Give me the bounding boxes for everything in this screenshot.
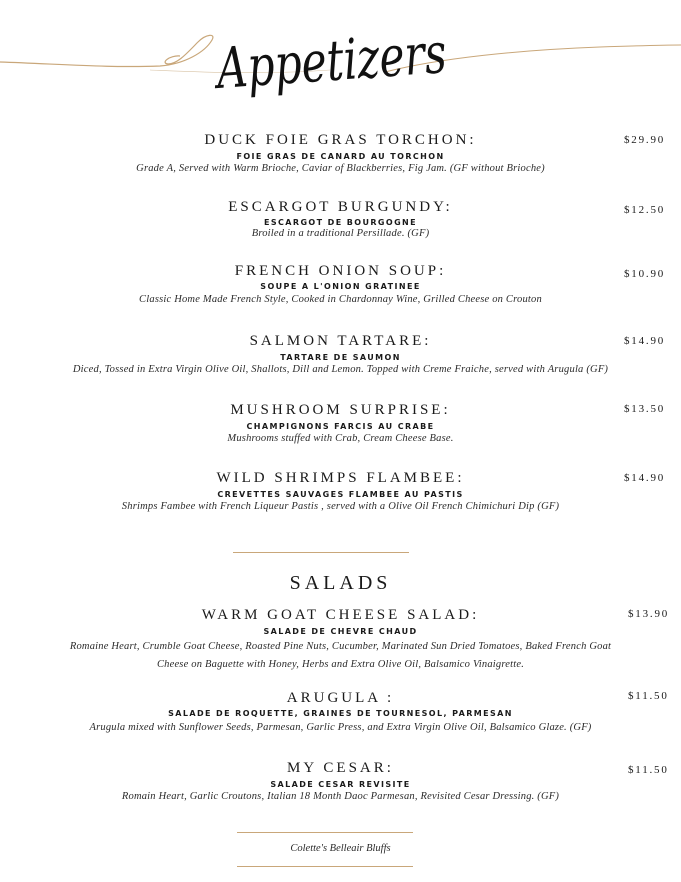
footer-restaurant-name: Colette's Belleair Bluffs [290, 843, 391, 854]
item-french-name: FOIE GRAS DE CANARD AU TORCHON [236, 152, 445, 161]
item-name: DUCK FOIE GRAS TORCHON: [204, 132, 477, 148]
footer-divider-bottom [237, 866, 413, 867]
salads-title: SALADS [289, 572, 392, 594]
item-french-name: SALADE CESAR REVISITE [270, 780, 411, 789]
footer-divider-top [237, 832, 413, 833]
item-price: $13.50 [624, 403, 666, 415]
item-name: MUSHROOM SURPRISE: [230, 402, 451, 418]
section-divider [233, 552, 409, 553]
item-name: WILD SHRIMPS FLAMBEE: [216, 470, 465, 486]
item-french-name: ESCARGOT DE BOURGOGNE [264, 218, 417, 227]
item-french-name: CHAMPIGNONS FARCIS AU CRABE [246, 422, 435, 431]
item-name: WARM GOAT CHEESE SALAD: [201, 607, 480, 623]
item-name: ESCARGOT BURGUNDY: [228, 199, 453, 215]
menu-item-duck-foie-gras [0, 132, 681, 182]
menu-item-wild-shrimps-flambee [0, 470, 681, 515]
menu-item-escargot [0, 199, 681, 244]
item-price: $11.50 [628, 690, 669, 702]
item-description: Mushrooms stuffed with Crab, Cream Cheese Base. [227, 433, 454, 444]
item-description: Broiled in a traditional Persillade. (GF) [251, 228, 430, 239]
item-price: $29.90 [624, 134, 666, 146]
menu-item-mushroom-surprise [0, 402, 681, 447]
item-description-line-1: Romaine Heart, Crumble Goat Cheese, Roasted Pine Nuts, Cucumber, Marinated Sun Dried Tomatoes, Baked French Goat [69, 641, 612, 652]
item-name: MY CESAR: [287, 760, 394, 776]
appetizers-title-text: Appetizers [214, 15, 523, 102]
item-price: $10.90 [624, 268, 666, 280]
item-french-name: SALADE DE CHEVRE CHAUD [263, 627, 418, 636]
item-description: Arugula mixed with Sunflower Seeds, Parmesan, Garlic Press, and Extra Virgin Olive Oil, Balsamico Glaze. (GF) [89, 722, 592, 733]
item-french-name: SALADE DE ROQUETTE, GRAINES DE TOURNESOL, PARMESAN [168, 709, 513, 718]
item-price: $12.50 [624, 204, 666, 216]
item-name: ARUGULA : [286, 690, 395, 706]
menu-item-warm-goat-cheese-salad [0, 607, 681, 677]
item-name: FRENCH ONION SOUP: [234, 263, 447, 279]
menu-item-salmon-tartare [0, 333, 681, 378]
menu-item-french-onion-soup [0, 263, 681, 308]
item-description: Romain Heart, Garlic Croutons, Italian 18 Month Daoc Parmesan, Revisited Cesar Dressing. (GF) [121, 791, 560, 802]
item-description-line-2: Cheese on Baguette with Honey, Herbs and Extra Olive Oil, Balsamico Vinaigrette. [156, 659, 525, 670]
item-description: Grade A, Served with Warm Brioche, Caviar of Blackberries, Fig Jam. (GF without Brioche) [136, 163, 545, 174]
appetizers-title [0, 8, 681, 118]
menu-item-my-cesar [0, 760, 681, 805]
item-french-name: TARTARE DE SAUMON [280, 353, 401, 362]
item-description: Diced, Tossed in Extra Virgin Olive Oil, Shallots, Dill and Lemon. Topped with Creme Fraiche, served with Arugula (GF) [72, 364, 609, 375]
item-description: Shrimps Fambee with French Liqueur Pastis , served with a Olive Oil French Chimichuri Dip (GF) [121, 501, 560, 512]
menu-item-arugula [0, 690, 681, 735]
item-price: $13.90 [628, 608, 670, 620]
item-french-name: CREVETTES SAUVAGES FLAMBEE AU PASTIS [217, 490, 464, 499]
item-french-name: SOUPE A L'ONION GRATINEE [260, 282, 421, 291]
item-description: Classic Home Made French Style, Cooked in Chardonnay Wine, Grilled Cheese on Crouton [139, 294, 542, 305]
item-name: SALMON TARTARE: [249, 333, 432, 349]
item-price: $11.50 [628, 764, 669, 776]
item-price: $14.90 [624, 335, 666, 347]
item-price: $14.90 [624, 472, 666, 484]
